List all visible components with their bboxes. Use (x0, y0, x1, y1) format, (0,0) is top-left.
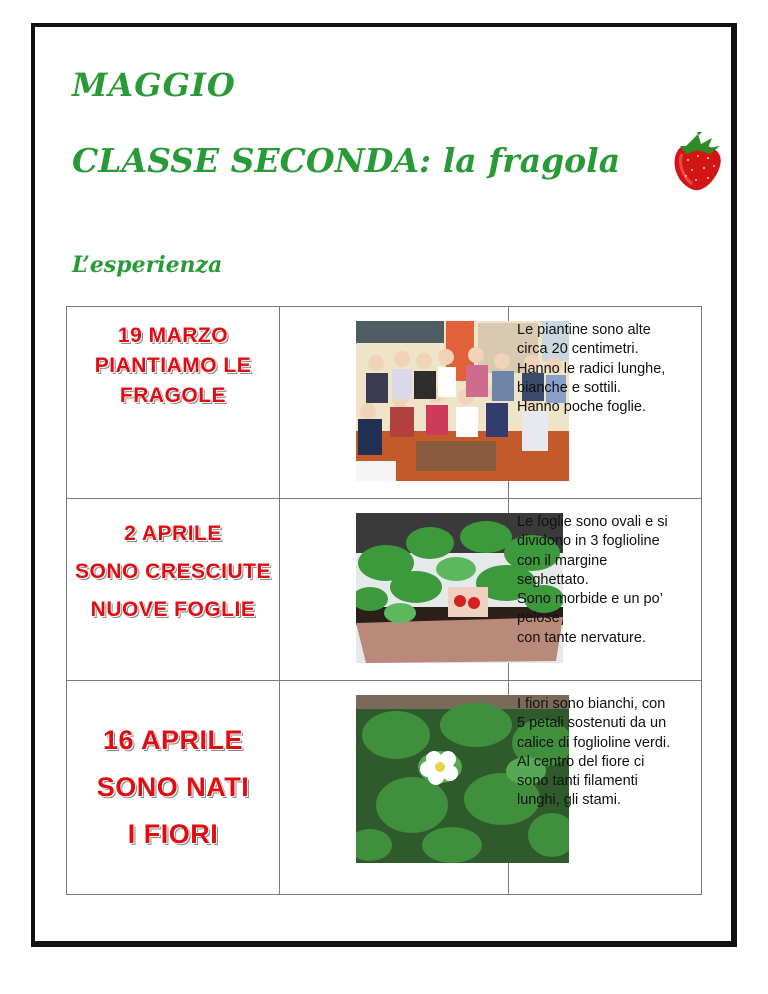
table-row (67, 499, 701, 681)
row-description: Le piantine sono alte circa 20 centimetri. Hanno le radici lunghe, bianche e sottili. Hanno poche foglie. (517, 322, 666, 416)
class-title: CLASSE SECONDA: la fragola (72, 141, 621, 180)
section-heading: L’esperienza (72, 252, 223, 278)
row-title: 16 APRILE SONO NATI I FIORI (96, 725, 250, 849)
row-text-cell (509, 681, 701, 894)
table-row (67, 681, 701, 894)
row-title-cell (67, 499, 280, 680)
row-photo-cell (280, 499, 509, 680)
row-text-cell (509, 499, 701, 680)
strawberry-icon (668, 132, 726, 192)
row-text-cell (509, 307, 701, 498)
table-row (67, 307, 701, 499)
month-heading: MAGGIO (72, 66, 236, 104)
row-title: 19 MARZO PIANTIAMO LE FRAGOLE (94, 324, 252, 407)
row-title-cell (67, 681, 280, 894)
experience-table (66, 306, 702, 895)
row-title-cell (67, 307, 280, 498)
row-photo-cell (280, 681, 509, 894)
row-description: I fiori sono bianchi, con 5 petali sostenuti da un calice di foglioline verdi. Al centro del fiore ci sono tanti filamenti lunghi, gli stami. (517, 696, 671, 809)
row-photo-cell (280, 307, 509, 498)
row-description: Le foglie sono ovali e si dividono in 3 foglioline con il margine seghettato. Sono morbide e un po’ pelose con tante nervature. (517, 514, 668, 646)
row-title: 2 APRILE SONO CRESCIUTE NUOVE FOGLIE (74, 522, 272, 621)
